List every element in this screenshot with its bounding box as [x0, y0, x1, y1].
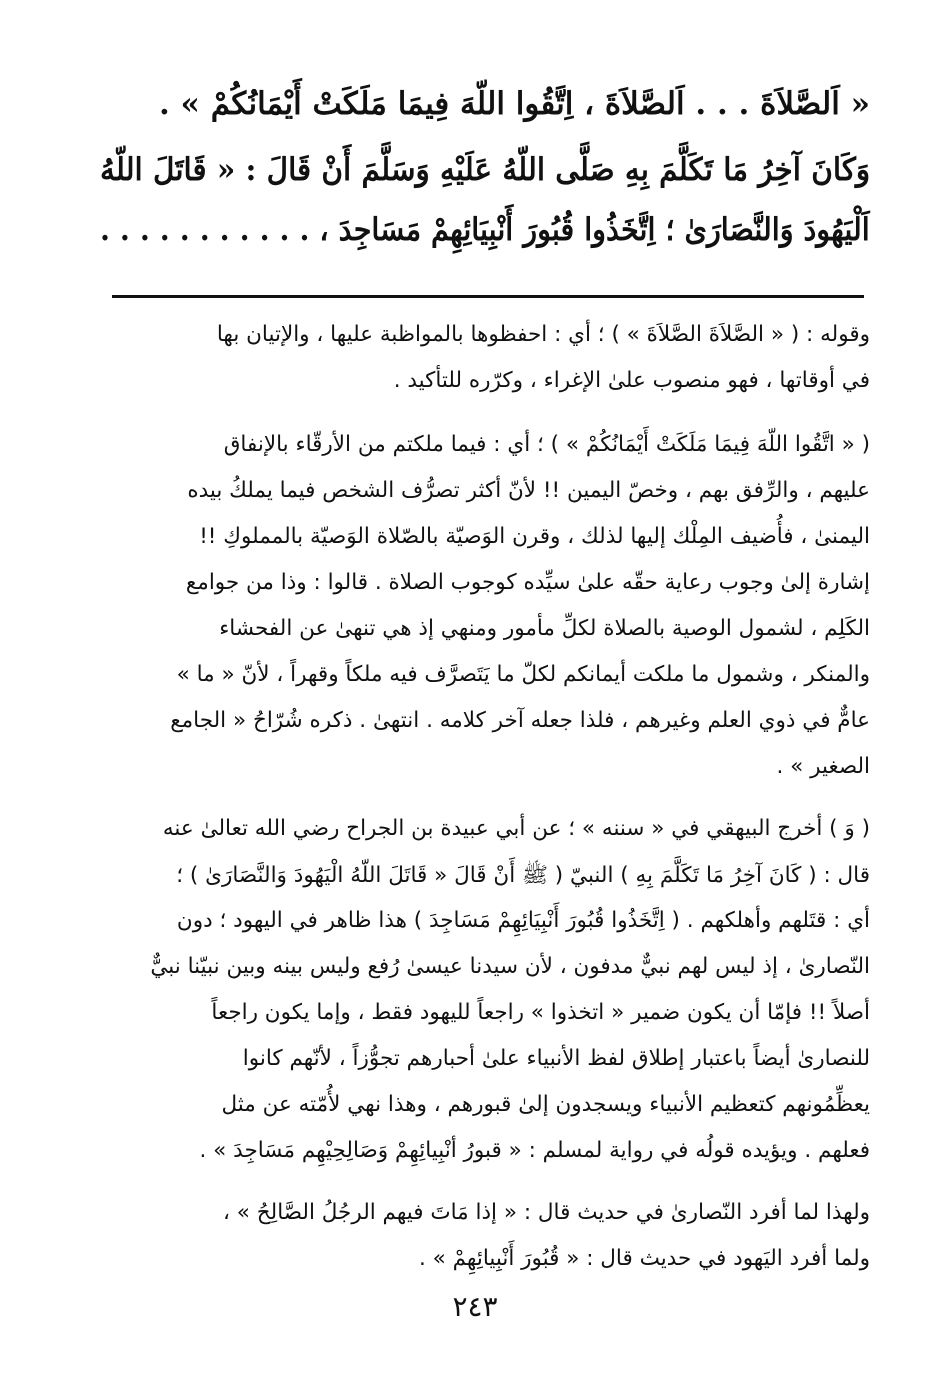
commentary-line: يعظِّمُونهم كتعظيم الأنبياء ويسجدون إلىٰ قبورهم ، وهذا نهي لأُمّته عن مثل — [221, 1092, 870, 1117]
commentary-line: والمنكر ، وشمول ما ملكت أيمانكم لكلّ ما يَتَصرَّف فيه ملكاً وقهراً ، لأنّ « ما » — [176, 662, 870, 687]
commentary-line: عامٌّ في ذوي العلم وغيرهم ، فلذا جعله آخر كلامه . انتهىٰ . ذكره شُرّاحُ « الجامع — [170, 708, 870, 733]
commentary-line: وقوله : ( « الصَّلاَةَ الصَّلاَةَ » ) ؛ أي : احفظوها بالمواظبة عليها ، والإتيان بها — [216, 322, 870, 347]
hadith-line: « اَلصَّلاَةَ . . . اَلصَّلاَةَ ، اِتَّقُوا اللّهَ فِيمَا مَلَكَتْ أَيْمَانُكُمْ » . — [158, 86, 870, 122]
commentary-line: للنصارىٰ أيضاً باعتبار إطلاق لفظ الأنبياء علىٰ أحبارهم تجوُّزاً ، لأنّهم كانوا — [242, 1046, 870, 1071]
commentary-line: أصلاً !! فإمّا أن يكون ضمير « اتخذوا » راجعاً لليهود فقط ، وإما يكون راجعاً — [211, 1000, 870, 1025]
commentary-line: الصغير » . — [776, 754, 870, 779]
commentary-line: الكَلِم ، لشمول الوصية بالصلاة لكلِّ مأمور ومنهي إذ هي تنهىٰ عن الفحشاء — [219, 616, 870, 641]
page-number: ٢٤٣ — [452, 1290, 498, 1323]
commentary-line: اليمنىٰ ، فأُضيف المِلْك إليها لذلك ، وقرن الوَصيّة بالصّلاة الوَصيّة بالمملوكِ !! — [199, 524, 870, 549]
commentary-line: قال : ( كَانَ آخِرُ مَا تَكَلَّمَ بِهِ ) النبيّ ( ﷺ أَنْ قَالَ « قَاتَلَ اللّهُ الْيَهُودَ وَالنَّصَارَىٰ ) ؛ — [176, 863, 870, 888]
commentary-line: ولهذا لما أفرد النّصارىٰ في حديث قال : « إذا مَاتَ فيهم الرجُلُ الصَّالِحُ » ، — [223, 1200, 870, 1225]
footnote-separator — [112, 295, 864, 298]
commentary-line: ولما أفرد اليَهود في حديث قال : « قُبُورَ أَنْبِيائِهِمْ » . — [418, 1246, 870, 1271]
commentary-line: النّصارىٰ ، إذ ليس لهم نبيٌّ مدفون ، لأن سيدنا عيسىٰ رُفع وليس بينه وبين نبيّنا نبيٌّ — [150, 954, 870, 979]
commentary-line: فعلهم . ويؤيده قولُه في رواية لمسلم : « قبورُ أنْبِيائِهِمْ وَصَالِحِيْهِم مَسَاجِدَ » . — [199, 1138, 870, 1163]
hadith-line: وَكَانَ آخِرُ مَا تَكَلَّمَ بِهِ صَلَّى اللّهُ عَلَيْهِ وَسَلَّمَ أَنْ قَالَ : « قَاتَلَ اللّهُ — [99, 152, 870, 188]
commentary-line: في أوقاتها ، فهو منصوب علىٰ الإغراء ، وكرّره للتأكيد . — [393, 368, 870, 393]
commentary — [104, 322, 870, 1282]
hadith-text — [100, 80, 870, 270]
commentary-line: عليهم ، والرِّفق بهم ، وخصّ اليمين !! لأنّ أكثر تصرُّف الشخص فيما يملكُ بيده — [187, 478, 870, 503]
commentary-line: ( وَ ) أخرج البيهقي في « سننه » ؛ عن أبي عبيدة بن الجراح رضي الله تعالىٰ عنه — [162, 816, 870, 841]
hadith-line: اَلْيَهُودَ وَالنَّصَارَىٰ ؛ اِتَّخَذُوا قُبُورَ أَنْبِيَائِهِمْ مَسَاجِدَ ، . . . . . . . . . . . — [100, 212, 870, 248]
commentary-line: ( « اتَّقُوا اللّهَ فِيمَا مَلَكَتْ أَيْمَانُكُمْ » ) ؛ أي : فيما ملكتم من الأرقّاء بالإنفاق — [223, 432, 870, 457]
commentary-line: إشارة إلىٰ وجوب رعاية حقّه علىٰ سيِّده كوجوب الصلاة . قالوا : وذا من جوامع — [185, 570, 870, 595]
commentary-line: أي : قتَلهم وأهلكهم . ( اِتَّخَذُوا قُبُورَ أَنْبِيَائِهِمْ مَسَاجِدَ ) هذا ظاهر في اليهود ؛ دون — [176, 908, 870, 933]
